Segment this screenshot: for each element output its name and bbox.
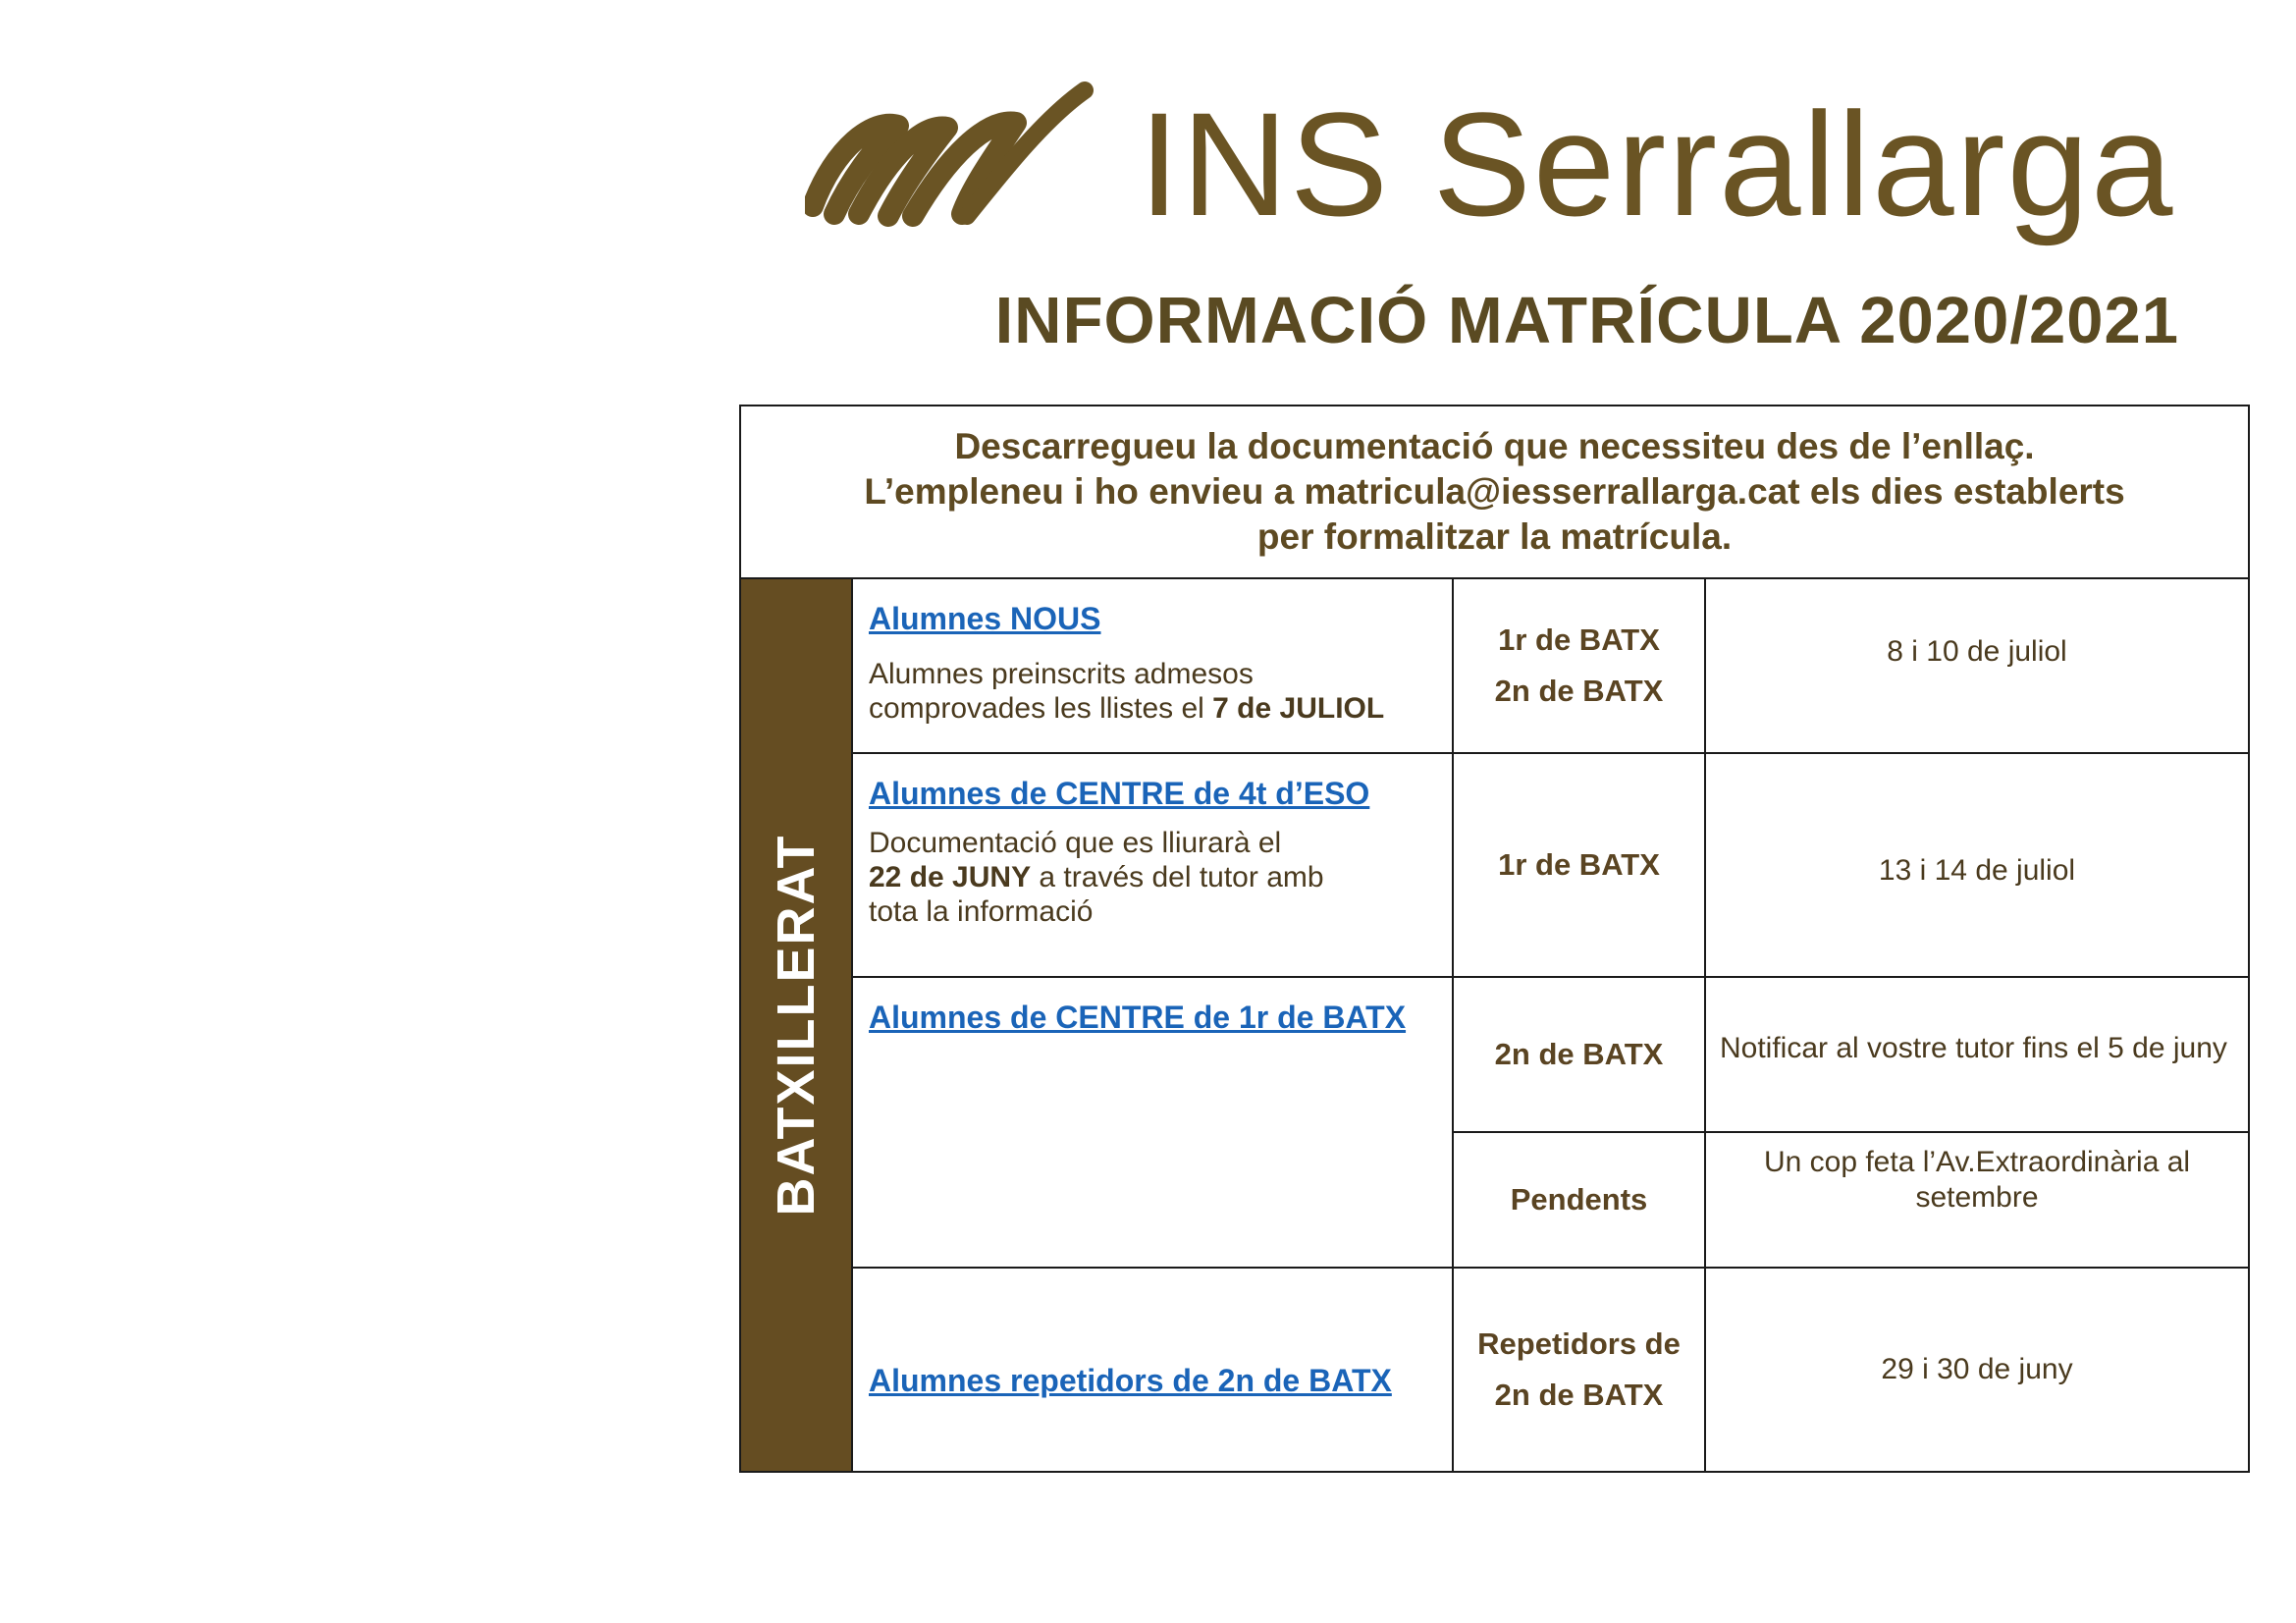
dates-text: Notificar al vostre tutor fins el 5 de juny: [1720, 1032, 2227, 1064]
dates-text: 13 i 14 de juliol: [1878, 854, 2076, 887]
description-line: Documentació que es lliurarà el: [869, 827, 1282, 859]
description-date: 22 de JUNY: [869, 861, 1032, 893]
description-date: 7 de JULIOL: [1212, 692, 1385, 725]
dates-text: 8 i 10 de juliol: [1887, 635, 2067, 668]
intro-cell: [740, 406, 2249, 578]
student-group-cell: [852, 578, 1453, 753]
level-cell: [1453, 1132, 1705, 1268]
student-group-cell: [852, 977, 1453, 1268]
student-group-cell: [852, 753, 1453, 977]
level-label: 1r de BATX: [1498, 622, 1660, 657]
level-label: 2n de BATX: [1494, 674, 1664, 708]
dates-cell: [1705, 1268, 2249, 1472]
intro-row: [740, 406, 2249, 578]
student-group-cell: [852, 1268, 1453, 1472]
header: [805, 79, 2179, 265]
group-description: [869, 657, 1438, 726]
level-cell: [1453, 977, 1705, 1132]
table-row: [740, 1268, 2249, 1472]
level-cell: [1453, 578, 1705, 753]
description-text: comprovades les llistes el: [869, 692, 1213, 725]
table-row: [740, 578, 2249, 753]
school-logo-icon: [805, 79, 1099, 236]
level-label: 1r de BATX: [1498, 847, 1660, 882]
section-sidebar: [740, 578, 852, 1472]
description-line: Alumnes preinscrits admesos: [869, 658, 1254, 690]
description-line: [869, 691, 1438, 726]
link-alumnes-centre-4t-eso[interactable]: Alumnes de CENTRE de 4t d’ESO: [869, 776, 1370, 811]
link-alumnes-centre-1r-batx[interactable]: Alumnes de CENTRE de 1r de BATX: [869, 1000, 1407, 1035]
dates-cell: [1705, 578, 2249, 753]
level-label: 2n de BATX: [1494, 1037, 1664, 1071]
intro-line-3: per formalitzar la matrícula.: [1256, 516, 1733, 557]
link-alumnes-nous[interactable]: Alumnes NOUS: [869, 601, 1101, 636]
description-text: a través del tutor amb: [1031, 861, 1324, 893]
school-name: INS Serrallarga: [1139, 81, 2175, 246]
level-label: 2n de BATX: [1494, 1378, 1664, 1412]
level-label: Repetidors de: [1477, 1326, 1681, 1361]
dates-text: 29 i 30 de juny: [1881, 1353, 2073, 1385]
intro-line-2: L’empleneu i ho envieu a matricula@iesserrallarga.cat els dies establerts: [864, 471, 2125, 512]
description-line: [869, 860, 1438, 894]
enrollment-table: [739, 405, 2250, 1473]
group-description: [869, 826, 1438, 929]
section-label: BATXILLERAT: [767, 834, 826, 1217]
dates-cell: [1705, 977, 2249, 1132]
dates-cell: [1705, 1132, 2249, 1268]
level-cell: [1453, 1268, 1705, 1472]
dates-text: Un cop feta l’Av.Extraordinària al setembre: [1763, 1146, 2191, 1214]
page-title: INFORMACIÓ MATRÍCULA 2020/2021: [994, 284, 2179, 357]
table-row: [740, 977, 2249, 1132]
intro-line-1: Descarregueu la documentació que necessiteu des de l’enllaç.: [954, 426, 2035, 466]
dates-cell: [1705, 753, 2249, 977]
description-line: tota la informació: [869, 895, 1094, 928]
table-row: [740, 753, 2249, 977]
level-label: Pendents: [1510, 1182, 1648, 1217]
level-cell: [1453, 753, 1705, 977]
link-alumnes-repetidors[interactable]: Alumnes repetidors de 2n de BATX: [869, 1362, 1392, 1398]
